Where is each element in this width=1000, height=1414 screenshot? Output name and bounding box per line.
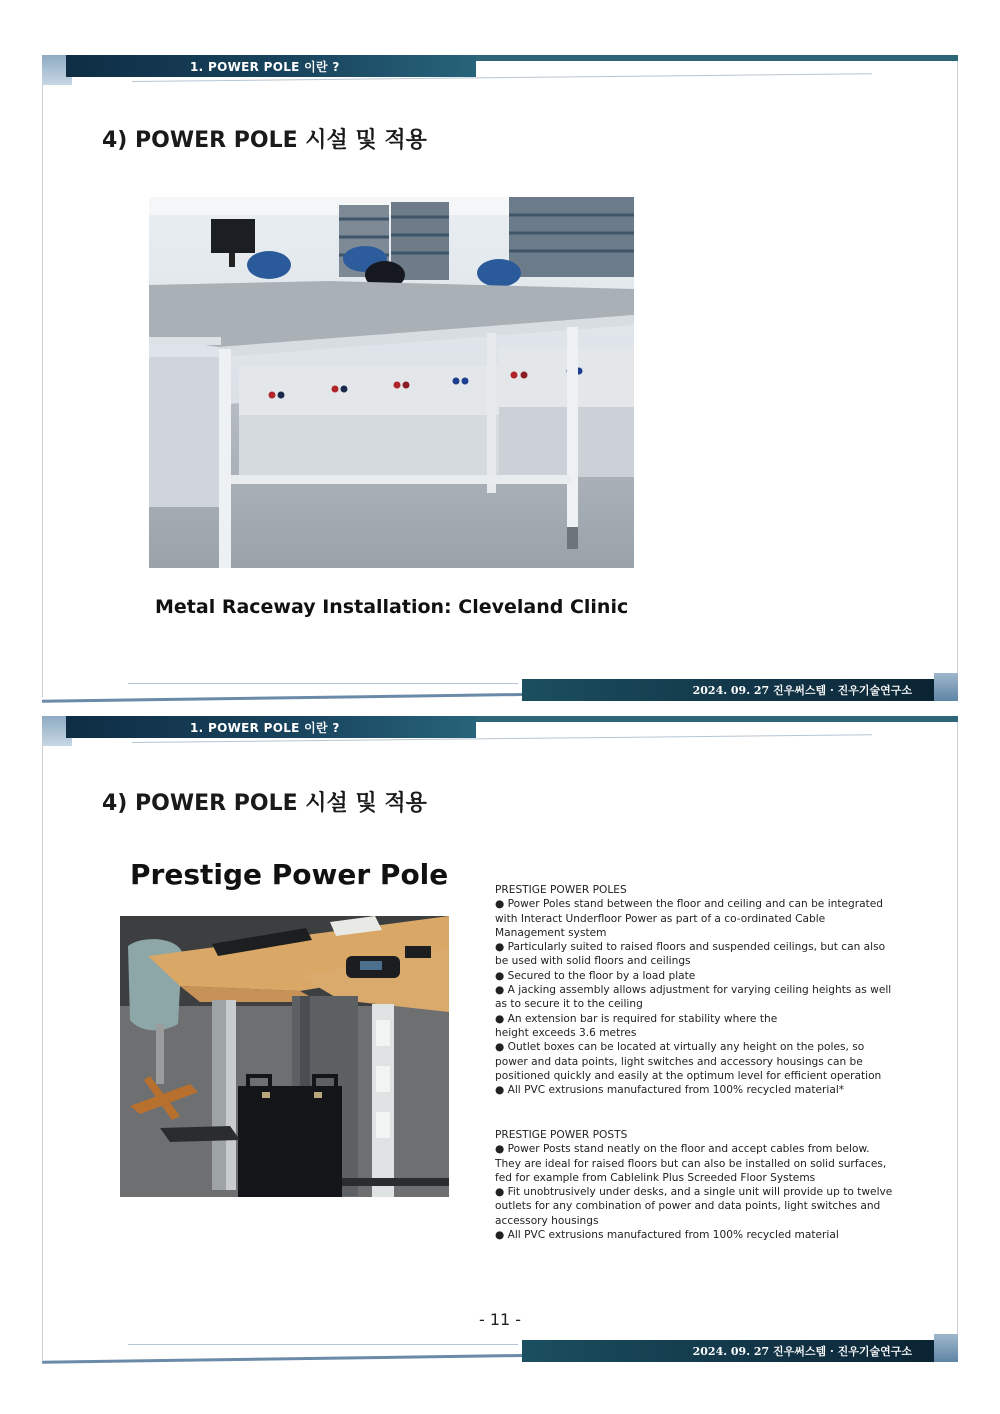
power-poles-title: PRESTIGE POWER POLES: [495, 884, 627, 896]
footer-date-company: 2024. 09. 27 진우써스템 · 진우기술연구소: [692, 1345, 912, 1358]
power-poles-line: ● An extension bar is required for stability where the: [495, 1012, 778, 1025]
power-posts-line: They are ideal for raised floors but can also be installed on solid surfaces,: [495, 1157, 887, 1170]
slide-2: [42, 716, 958, 1360]
slide-heading: 4) POWER POLE 시설 및 적용: [102, 791, 427, 816]
power-posts-title: PRESTIGE POWER POSTS: [495, 1129, 628, 1141]
lab-bench-image: [149, 197, 634, 568]
power-poles-line: height exceeds 3.6 metres: [495, 1026, 637, 1039]
section-label: 1. POWER POLE 이란 ?: [190, 60, 340, 74]
power-poles-line: ● Power Poles stand between the floor and ceiling and can be integrated: [495, 898, 883, 911]
office-power-pole-image: [120, 916, 449, 1197]
footer-date-company: 2024. 09. 27 진우써스템 · 진우기술연구소: [692, 684, 912, 697]
power-poles-line: ● Outlet boxes can be located at virtually any height on the poles, so: [495, 1041, 865, 1054]
power-poles-line: with Interact Underfloor Power as part of a co-ordinated Cable: [495, 912, 826, 925]
power-poles-line: ● Particularly suited to raised floors and suspended ceilings, but can also: [495, 941, 886, 954]
slide-header-band: [42, 716, 958, 750]
page-number: - 11 -: [478, 1310, 522, 1329]
power-posts-line: ● All PVC extrusions manufactured from 100% recycled material: [495, 1229, 839, 1242]
power-posts-line: accessory housings: [495, 1214, 599, 1227]
power-posts-text: [495, 1128, 907, 1242]
office-power-pole-photo: [120, 916, 449, 1197]
power-poles-line: positioned quickly and easily at the optimum level for efficient operation: [495, 1069, 882, 1082]
slide-1: [42, 55, 958, 697]
slide-header-band: [42, 55, 958, 89]
power-posts-line: ● Power Posts stand neatly on the floor and accept cables from below.: [495, 1143, 870, 1156]
slide-footer-band: [42, 1334, 958, 1368]
power-posts-line: ● Fit unobtrusively under desks, and a single unit will provide up to twelve: [495, 1186, 893, 1199]
slide-border-left: [42, 55, 43, 697]
product-title: Prestige Power Pole: [130, 858, 449, 891]
power-poles-text: [495, 883, 907, 1097]
slide-border-left: [42, 716, 43, 1360]
power-poles-line: power and data points, light switches and accessory housings can be: [495, 1055, 863, 1068]
power-poles-line: as to secure it to the ceiling: [495, 998, 643, 1011]
section-label: 1. POWER POLE 이란 ?: [190, 721, 340, 735]
photo-caption: Metal Raceway Installation: Cleveland Clinic: [155, 596, 629, 618]
power-poles-line: Management system: [495, 926, 607, 939]
power-poles-line: ● All PVC extrusions manufactured from 100% recycled material*: [495, 1084, 845, 1097]
power-poles-line: be used with solid floors and ceilings: [495, 955, 691, 968]
slide-border-right: [957, 55, 958, 697]
slide-heading: 4) POWER POLE 시설 및 적용: [102, 128, 427, 153]
lab-bench-photo: [149, 197, 634, 568]
power-poles-line: ● Secured to the floor by a load plate: [495, 969, 696, 982]
slide-border-right: [957, 716, 958, 1360]
slide-footer-band: [42, 673, 958, 707]
power-posts-line: outlets for any combination of power and data points, light switches and: [495, 1200, 881, 1213]
power-poles-line: ● A jacking assembly allows adjustment for varying ceiling heights as well: [495, 984, 892, 997]
power-posts-line: fed for example from Cablelink Plus Screeded Floor Systems: [495, 1171, 816, 1184]
